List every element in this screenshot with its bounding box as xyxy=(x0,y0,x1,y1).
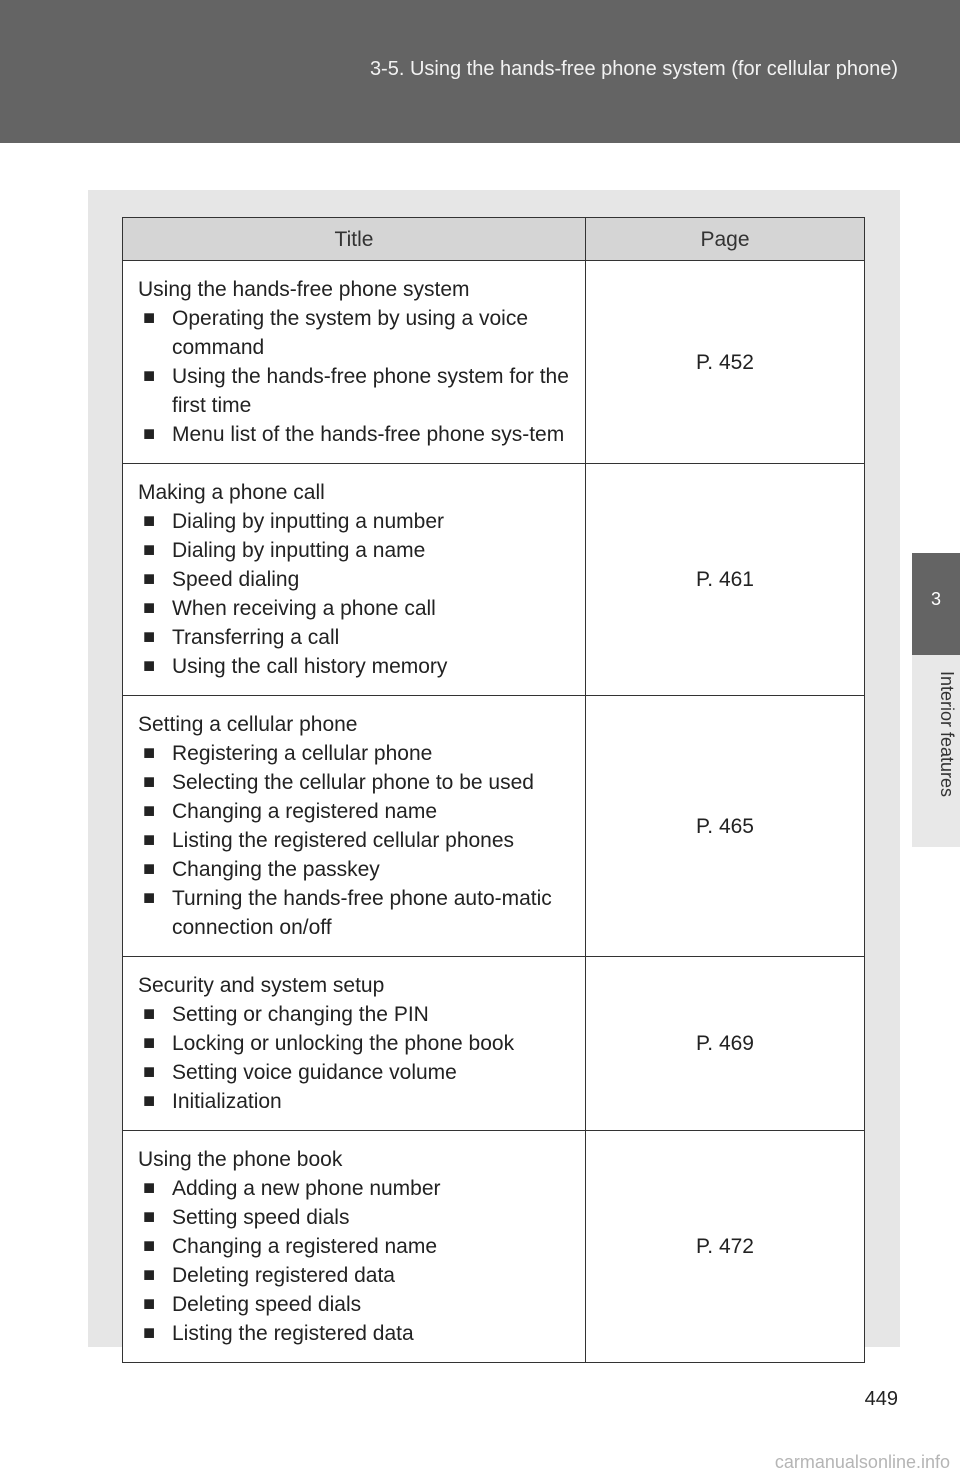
sub-topic-text: Deleting registered data xyxy=(172,1264,395,1287)
sub-topic-text: Deleting speed dials xyxy=(172,1293,362,1316)
section-heading: Security and system setup xyxy=(138,974,385,997)
list-item xyxy=(138,507,575,536)
sub-topic-list xyxy=(138,1000,575,1116)
sub-topic-text: Using the call history memory xyxy=(172,655,448,678)
sub-topic-text: Changing the passkey xyxy=(172,858,380,881)
square-bullet-icon: ■ xyxy=(143,510,156,532)
list-item xyxy=(138,1029,575,1058)
sub-topic-text: Changing a registered name xyxy=(172,1235,438,1258)
square-bullet-icon: ■ xyxy=(143,365,156,387)
square-bullet-icon: ■ xyxy=(143,626,156,648)
square-bullet-icon: ■ xyxy=(143,800,156,822)
sub-topic-text: Initialization xyxy=(172,1090,282,1113)
square-bullet-icon: ■ xyxy=(143,423,156,445)
table-row xyxy=(123,464,865,696)
square-bullet-icon: ■ xyxy=(143,742,156,764)
list-item xyxy=(138,1174,575,1203)
page-reference: P. 469 xyxy=(586,957,865,1131)
square-bullet-icon: ■ xyxy=(143,1264,156,1286)
title-cell xyxy=(123,261,586,464)
table-row xyxy=(123,957,865,1131)
sub-topic-text: Using the hands-free phone system for the first time xyxy=(172,365,569,417)
title-cell xyxy=(123,957,586,1131)
section-heading: Using the phone book xyxy=(138,1148,343,1171)
square-bullet-icon: ■ xyxy=(143,597,156,619)
list-item xyxy=(138,594,575,623)
watermark: carmanualsonline.info xyxy=(774,1452,950,1472)
section-heading: Setting a cellular phone xyxy=(138,713,358,736)
list-item xyxy=(138,1232,575,1261)
table-header-row xyxy=(123,218,865,261)
list-item xyxy=(138,884,575,942)
square-bullet-icon: ■ xyxy=(143,887,156,909)
sub-topic-list xyxy=(138,739,575,942)
page-reference: P. 452 xyxy=(586,261,865,464)
sub-topic-text: Operating the system by using a voice command xyxy=(172,307,529,359)
square-bullet-icon: ■ xyxy=(143,1206,156,1228)
list-item xyxy=(138,768,575,797)
square-bullet-icon: ■ xyxy=(143,1235,156,1257)
square-bullet-icon: ■ xyxy=(143,1061,156,1083)
page-number: 449 xyxy=(864,1388,898,1410)
list-item xyxy=(138,1058,575,1087)
square-bullet-icon: ■ xyxy=(143,539,156,561)
sub-topic-list xyxy=(138,1174,575,1348)
sub-topic-text: Dialing by inputting a number xyxy=(172,510,444,533)
sub-topic-text: Selecting the cellular phone to be used xyxy=(172,771,534,794)
column-header-title: Title xyxy=(123,218,586,261)
square-bullet-icon: ■ xyxy=(143,1177,156,1199)
square-bullet-icon: ■ xyxy=(143,1003,156,1025)
contents-table xyxy=(122,217,865,1363)
sub-topic-text: Speed dialing xyxy=(172,568,300,591)
section-heading: Using the hands-free phone system xyxy=(138,278,470,301)
sub-topic-text: Registering a cellular phone xyxy=(172,742,433,765)
sub-topic-text: When receiving a phone call xyxy=(172,597,436,620)
square-bullet-icon: ■ xyxy=(143,858,156,880)
section-heading: Making a phone call xyxy=(138,481,325,504)
list-item xyxy=(138,1261,575,1290)
list-item xyxy=(138,797,575,826)
sub-topic-text: Setting speed dials xyxy=(172,1206,350,1229)
chapter-tab-number xyxy=(912,553,960,655)
chapter-label: Interior features xyxy=(937,671,957,798)
sub-topic-text: Adding a new phone number xyxy=(172,1177,441,1200)
list-item xyxy=(138,1000,575,1029)
title-cell xyxy=(123,696,586,957)
table-row xyxy=(123,1131,865,1363)
list-item xyxy=(138,826,575,855)
page-header xyxy=(0,0,960,143)
square-bullet-icon: ■ xyxy=(143,655,156,677)
square-bullet-icon: ■ xyxy=(143,1090,156,1112)
list-item xyxy=(138,304,575,362)
table-row xyxy=(123,696,865,957)
chapter-number: 3 xyxy=(930,589,941,609)
square-bullet-icon: ■ xyxy=(143,1293,156,1315)
sub-topic-text: Setting voice guidance volume xyxy=(172,1061,457,1084)
page-reference: P. 472 xyxy=(586,1131,865,1363)
square-bullet-icon: ■ xyxy=(143,771,156,793)
square-bullet-icon: ■ xyxy=(143,829,156,851)
sub-topic-list xyxy=(138,507,575,681)
list-item xyxy=(138,1203,575,1232)
list-item xyxy=(138,420,575,449)
column-header-page: Page xyxy=(586,218,865,261)
square-bullet-icon: ■ xyxy=(143,307,156,329)
list-item xyxy=(138,855,575,884)
sub-topic-list xyxy=(138,304,575,449)
table-row xyxy=(123,261,865,464)
list-item xyxy=(138,623,575,652)
sub-topic-text: Listing the registered data xyxy=(172,1322,414,1345)
list-item xyxy=(138,1087,575,1116)
list-item xyxy=(138,362,575,420)
list-item xyxy=(138,536,575,565)
sub-topic-text: Changing a registered name xyxy=(172,800,438,823)
page-reference: P. 461 xyxy=(586,464,865,696)
list-item xyxy=(138,739,575,768)
list-item xyxy=(138,652,575,681)
sub-topic-text: Listing the registered cellular phones xyxy=(172,829,515,852)
page-reference: P. 465 xyxy=(586,696,865,957)
sub-topic-text: Turning the hands-free phone auto-matic connection on/off xyxy=(172,887,552,939)
sub-topic-text: Locking or unlocking the phone book xyxy=(172,1032,515,1055)
sub-topic-text: Menu list of the hands-free phone sys-tem xyxy=(172,423,565,446)
list-item xyxy=(138,565,575,594)
title-cell xyxy=(123,1131,586,1363)
chapter-tab-label xyxy=(912,655,960,847)
square-bullet-icon: ■ xyxy=(143,568,156,590)
sub-topic-text: Transferring a call xyxy=(172,626,340,649)
square-bullet-icon: ■ xyxy=(143,1322,156,1344)
list-item xyxy=(138,1290,575,1319)
sub-topic-text: Setting or changing the PIN xyxy=(172,1003,429,1026)
list-item xyxy=(138,1319,575,1348)
title-cell xyxy=(123,464,586,696)
sub-topic-text: Dialing by inputting a name xyxy=(172,539,426,562)
section-title: 3-5. Using the hands-free phone system (for cellular phone) xyxy=(369,58,898,80)
square-bullet-icon: ■ xyxy=(143,1032,156,1054)
